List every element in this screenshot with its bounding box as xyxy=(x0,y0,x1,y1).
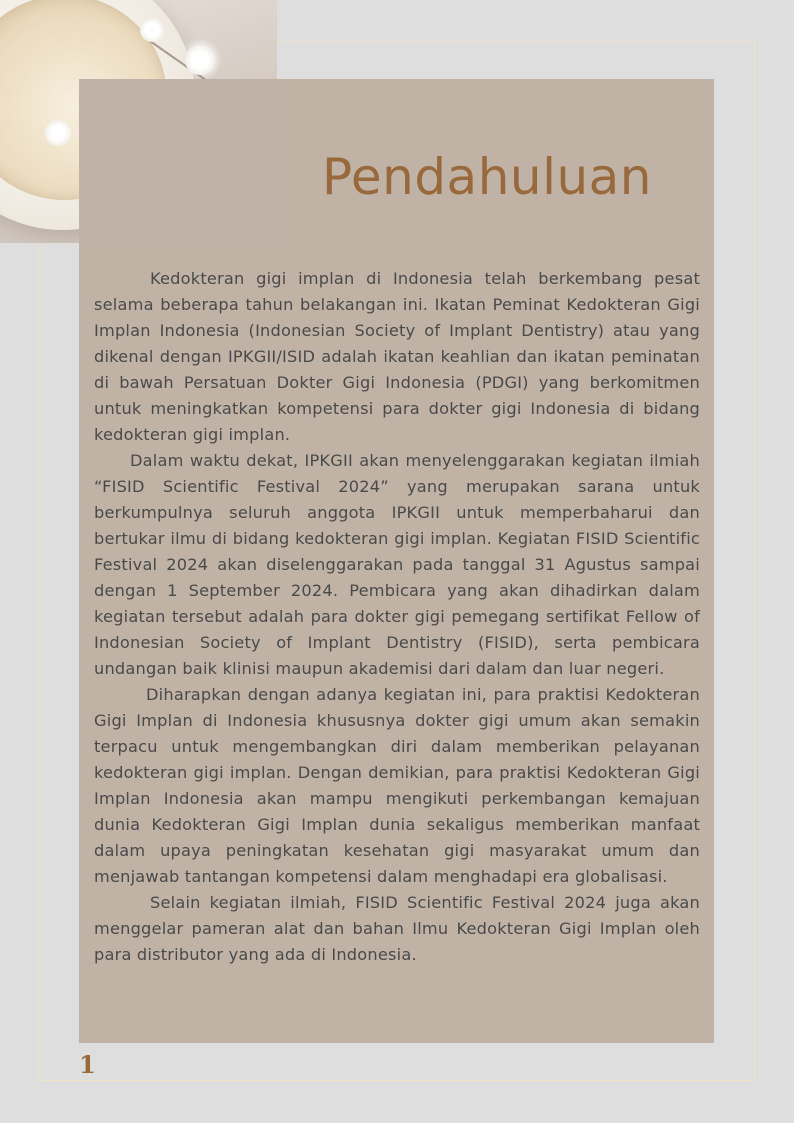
paragraph: Diharapkan dengan adanya kegiatan ini, para praktisi Kedokteran Gigi Implan di Indonesia khususnya dokter gigi umum akan semakin terpacu untuk mengembangkan diri dalam memberikan pelayanan kedokteran gigi implan. Dengan demikian, para praktisi Kedokteran Gigi Implan Indonesia akan mampu mengikuti perkembangan kemajuan dunia Kedokteran Gigi Implan dunia sekaligus memberikan manfaat dalam upaya peningkatan kesehatan gigi masyarakat umum dan menjawab tantangan kompetensi dalam menghadapi era globalisasi. xyxy=(94,685,700,886)
paragraph: Dalam waktu dekat, IPKGII akan menyelenggarakan kegiatan ilmiah “FISID Scientific Festival 2024” yang merupakan sarana untuk berkumpulnya seluruh anggota IPKGII untuk memperbaharui dan bertukar ilmu di bidang kedokteran gigi implan. Kegiatan FISID Scientific Festival 2024 akan diselenggarakan pada tanggal 31 Agustus sampai dengan 1 September 2024. Pembicara yang akan dihadirkan dalam kegiatan tersebut adalah para dokter gigi pemegang sertifikat Fellow of Indonesian Society of Implant Dentistry (FISID), serta pembicara undangan baik klinisi maupun akademisi dari dalam dan luar negeri. xyxy=(94,451,700,678)
blossom-flower xyxy=(185,45,215,75)
blossom-flower xyxy=(45,120,71,146)
page-title: Pendahuluan xyxy=(322,148,652,206)
photo-overlay xyxy=(79,79,277,243)
paragraph: Selain kegiatan ilmiah, FISID Scientific Festival 2024 juga akan menggelar pameran alat dan bahan Ilmu Kedokteran Gigi Implan oleh para distributor yang ada di Indonesia. xyxy=(94,893,700,964)
page-number: 1 xyxy=(79,1050,96,1079)
body-text xyxy=(94,266,700,968)
paragraph: Kedokteran gigi implan di Indonesia telah berkembang pesat selama beberapa tahun belakangan ini. Ikatan Peminat Kedokteran Gigi Implan Indonesia (Indonesian Society of Implant Dentistry) atau yang dikenal dengan IPKGII/ISID adalah ikatan keahlian dan ikatan peminatan di bawah Persatuan Dokter Gigi Indonesia (PDGI) yang berkomitmen untuk meningkatkan kompetensi para dokter gigi Indonesia di bidang kedokteran gigi implan. xyxy=(94,269,700,444)
blossom-flower xyxy=(140,18,164,42)
